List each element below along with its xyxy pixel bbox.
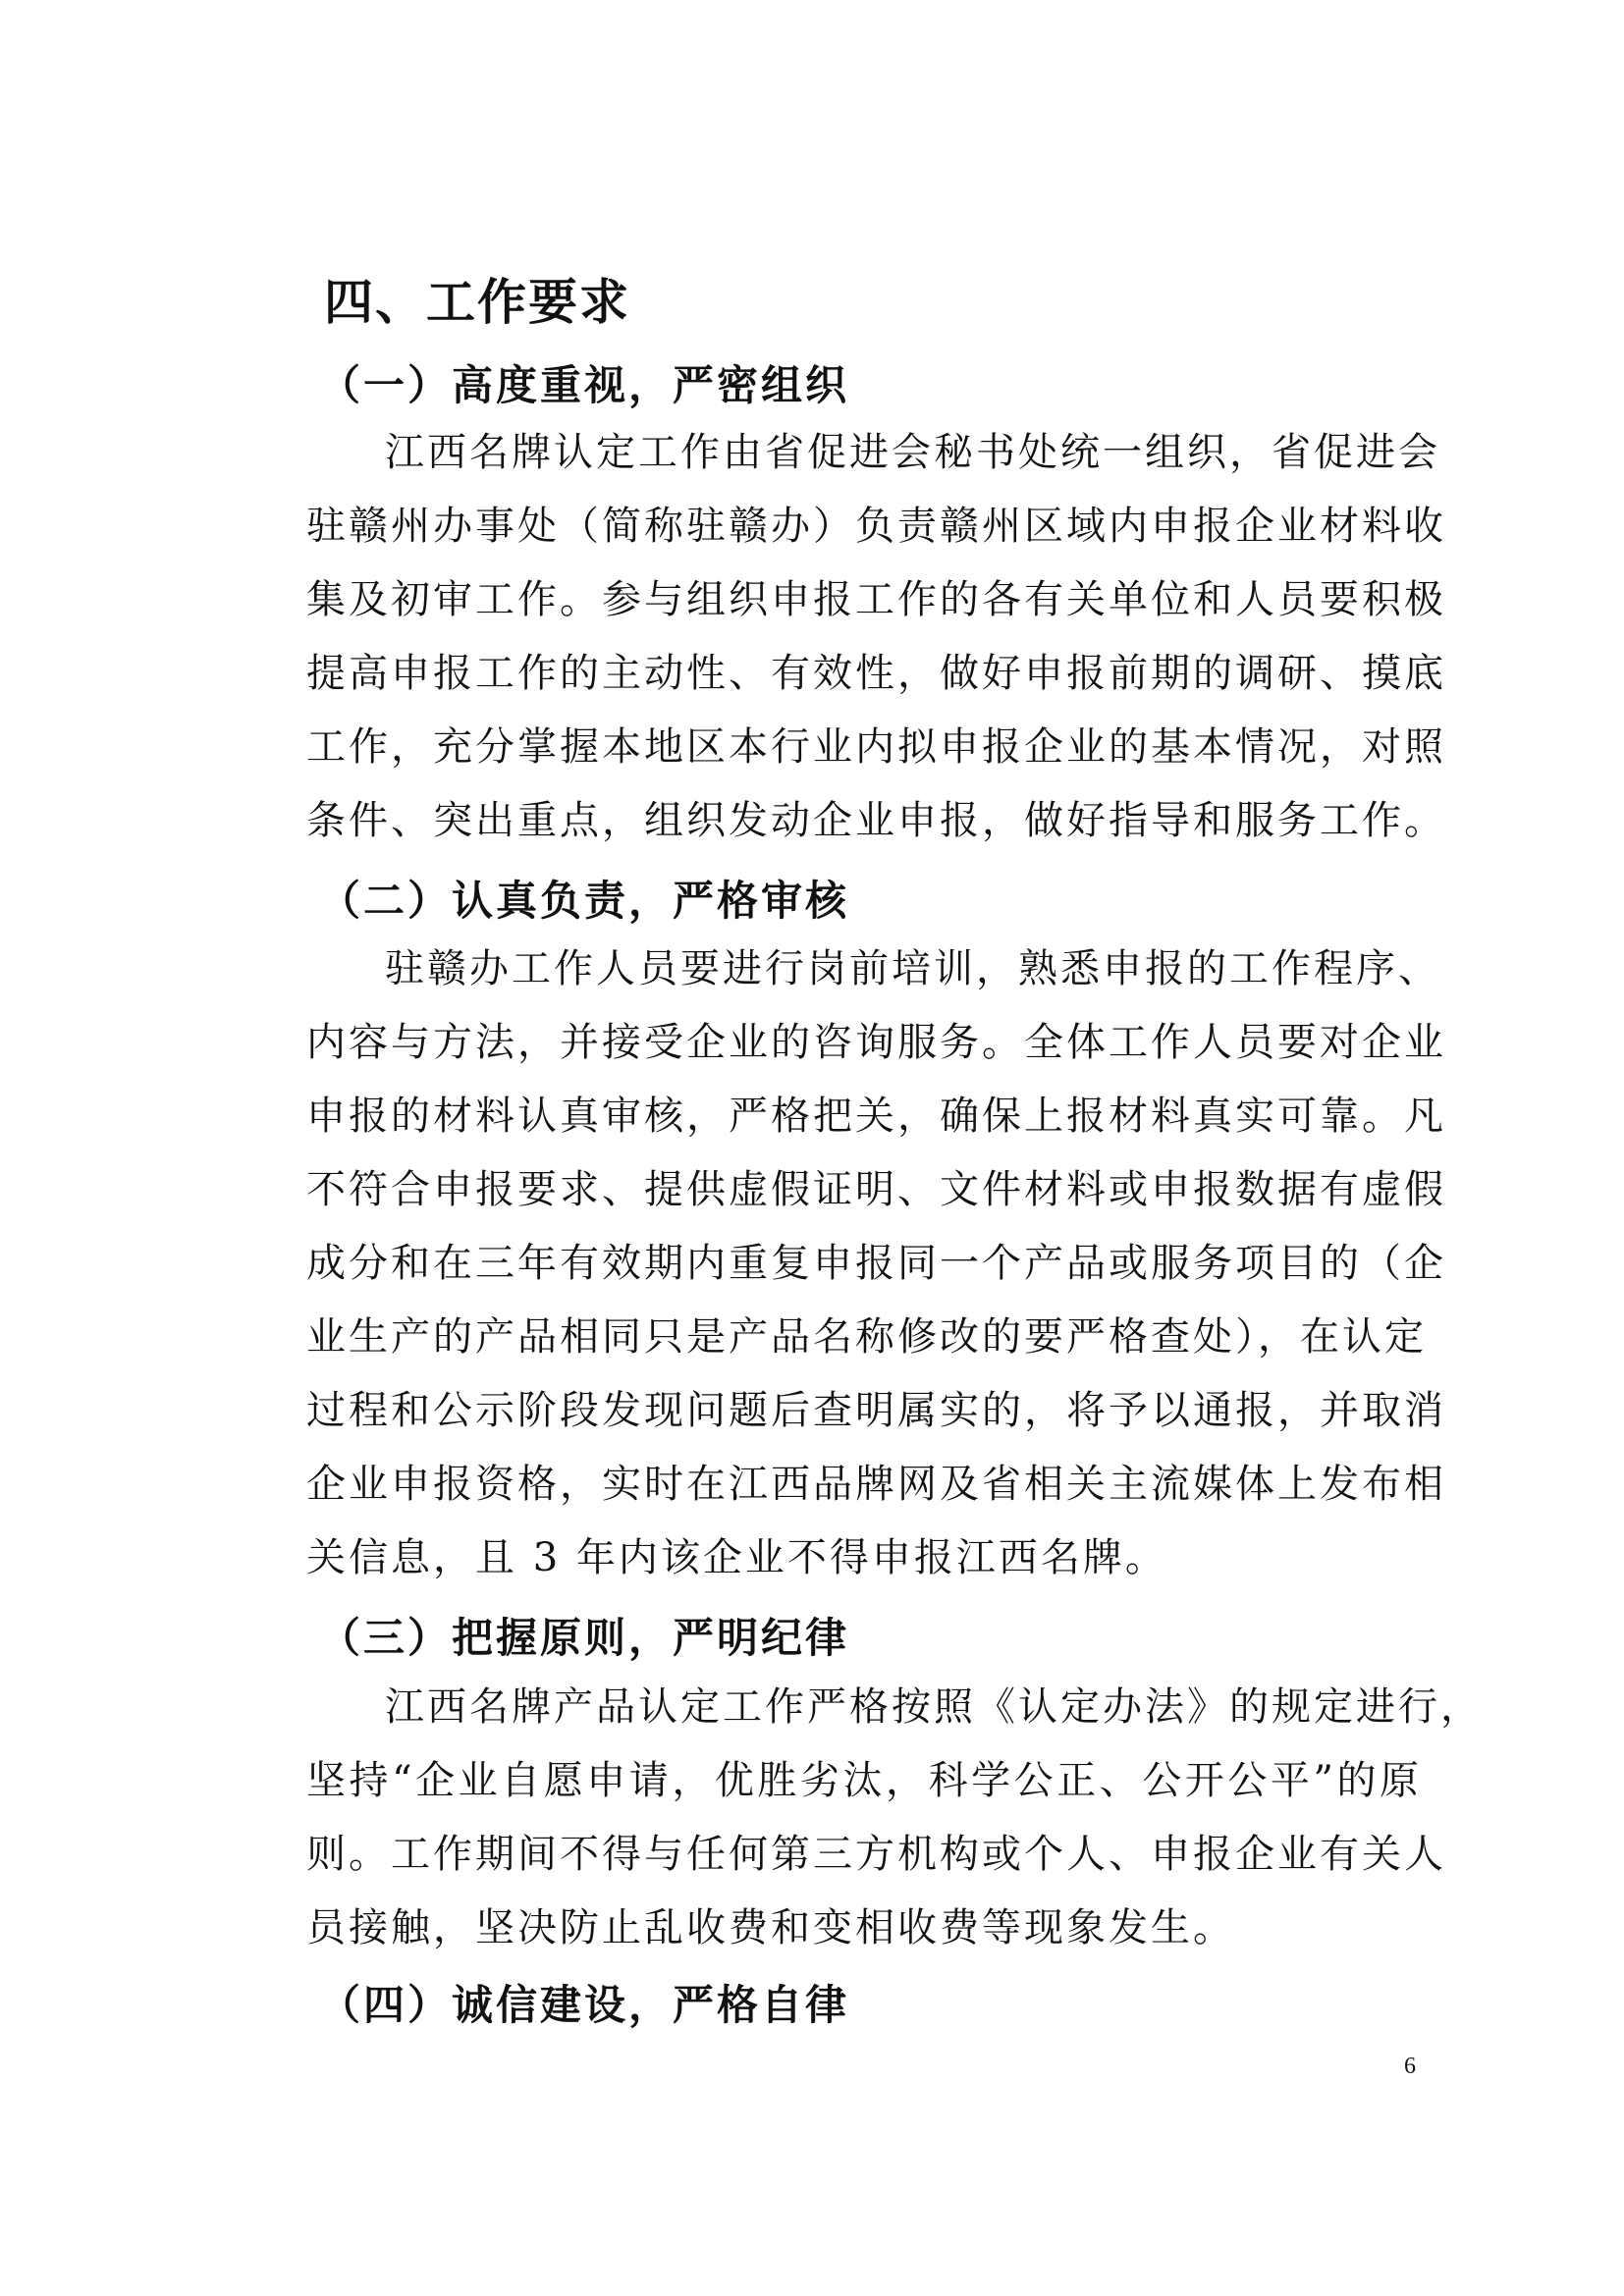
paragraph-line: 关信息，且 3 年内该企业不得申报江西名牌。 [306,1535,1167,1580]
paragraph-line: 内容与方法，并接受企业的咨询服务。全体工作人员要对企业 [306,1020,1446,1065]
subsection-title-4: （四）诚信建设，严格自律 [319,1981,850,2029]
paragraph-line: 申报的材料认真审核，严格把关，确保上报材料真实可靠。凡 [306,1094,1446,1139]
paragraph-line: 工作，充分掌握本地区本行业内拟申报企业的基本情况，对照 [306,724,1446,770]
paragraph-3 [228,1671,1483,1965]
paragraph-line: 不符合申报要求、提供虚假证明、文件材料或申报数据有虚假 [306,1167,1446,1212]
paragraph-line: 江西名牌产品认定工作严格按照《认定办法》的规定进行， [385,1684,1483,1730]
paragraph-line: 业生产的产品相同只是产品名称修改的要严格查处），在认定 [306,1314,1427,1360]
subsection-title-2: （二）认真负责，严格审核 [319,877,850,925]
paragraph-line: 驻赣办工作人员要进行岗前培训，熟悉申报的工作程序、 [385,946,1440,991]
paragraph-line: 企业申报资格，实时在江西品牌网及省相关主流媒体上发布相 [306,1462,1446,1507]
paragraph-line: 成分和在三年有效期内重复申报同一个产品或服务项目的（企 [306,1241,1446,1286]
paragraph-line: 驻赣州办事处（简称驻赣办）负责赣州区域内申报企业材料收 [306,504,1446,549]
paragraph-line: 过程和公示阶段发现问题后查明属实的，将予以通报，并取消 [306,1388,1446,1433]
paragraph-line: 江西名牌认定工作由省促进会秘书处统一组织，省促进会 [385,430,1440,475]
section-heading: 四、工作要求 [324,274,630,331]
paragraph-line: 提高申报工作的主动性、有效性，做好申报前期的调研、摸底 [306,651,1446,696]
paragraph-1 [228,416,1446,858]
page-number: 6 [1404,2054,1416,2079]
paragraph-line: 条件、突出重点，组织发动企业申报，做好指导和服务工作。 [306,798,1446,843]
paragraph-line: 则。工作期间不得与任何第三方机构或个人、申报企业有关人 [306,1832,1446,1877]
subsection-title-3: （三）把握原则，严明纪律 [319,1614,850,1662]
paragraph-line: 员接触，坚决防止乱收费和变相收费等现象发生。 [306,1905,1235,1950]
paragraph-line: 坚持“企业自愿申请，优胜劣汰，科学公正、公开公平”的原 [306,1758,1422,1803]
paragraph-2 [228,933,1446,1595]
subsection-title-1: （一）高度重视，严密组织 [319,361,850,409]
paragraph-line: 集及初审工作。参与组织申报工作的各有关单位和人员要积极 [306,577,1446,622]
